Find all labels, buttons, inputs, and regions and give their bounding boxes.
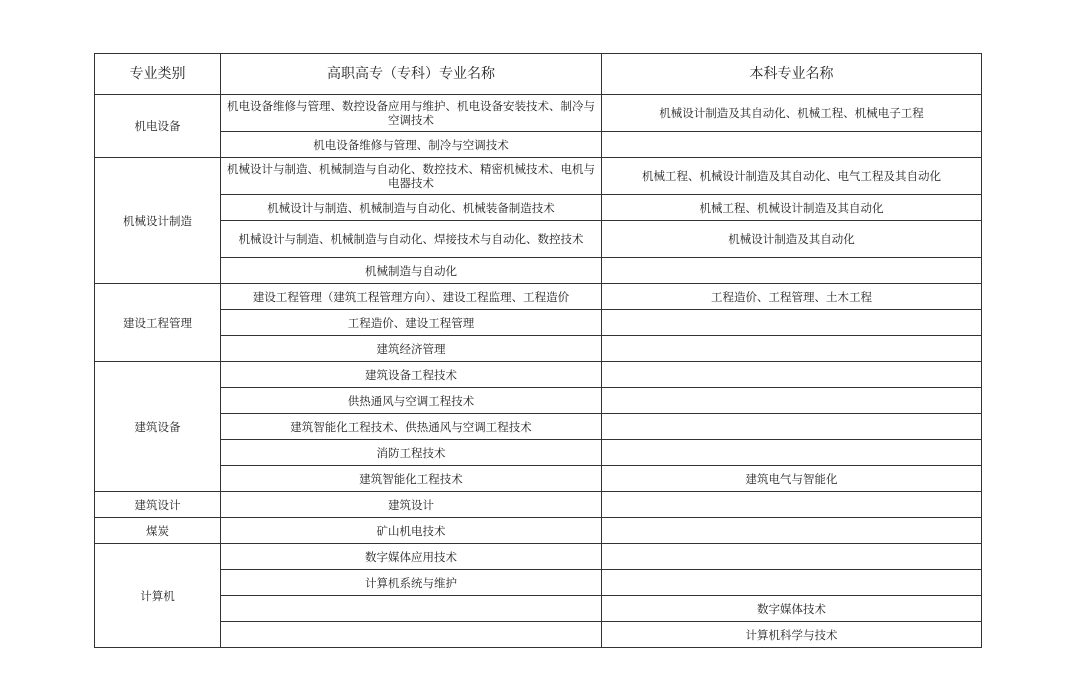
vocational-major-cell: 机械设计与制造、机械制造与自动化、数控技术、精密机械技术、电机与电器技术 — [221, 158, 602, 195]
table-row — [95, 336, 982, 362]
vocational-major-cell: 建筑设备工程技术 — [221, 362, 602, 388]
vocational-major-cell: 矿山机电技术 — [221, 518, 602, 544]
table-row — [95, 622, 982, 648]
undergrad-major-cell — [602, 518, 982, 544]
table-row — [95, 544, 982, 570]
vocational-major-cell: 供热通风与空调工程技术 — [221, 388, 602, 414]
vocational-major-cell: 工程造价、建设工程管理 — [221, 310, 602, 336]
table-row — [95, 570, 982, 596]
category-cell: 建筑设计 — [95, 492, 221, 518]
vocational-major-cell: 建设工程管理（建筑工程管理方向）、建设工程监理、工程造价 — [221, 284, 602, 310]
undergrad-major-cell: 机械设计制造及其自动化、机械工程、机械电子工程 — [602, 95, 982, 132]
vocational-major-cell: 机械设计与制造、机械制造与自动化、机械装备制造技术 — [221, 195, 602, 221]
undergrad-major-cell — [602, 544, 982, 570]
vocational-major-cell: 机械制造与自动化 — [221, 258, 602, 284]
undergrad-major-cell — [602, 414, 982, 440]
undergrad-major-cell: 机械工程、机械设计制造及其自动化、电气工程及其自动化 — [602, 158, 982, 195]
major-mapping-table — [94, 53, 982, 648]
category-cell: 建筑设备 — [95, 362, 221, 492]
category-cell: 机电设备 — [95, 95, 221, 158]
header-vocational: 高职高专（专科）专业名称 — [221, 54, 602, 95]
undergrad-major-cell: 机械工程、机械设计制造及其自动化 — [602, 195, 982, 221]
table-row — [95, 258, 982, 284]
vocational-major-cell: 机电设备维修与管理、制冷与空调技术 — [221, 132, 602, 158]
table-row — [95, 492, 982, 518]
vocational-major-cell: 建筑设计 — [221, 492, 602, 518]
table-row — [95, 221, 982, 258]
table-row — [95, 414, 982, 440]
undergrad-major-cell — [602, 336, 982, 362]
vocational-major-cell: 机电设备维修与管理、数控设备应用与维护、机电设备安装技术、制冷与空调技术 — [221, 95, 602, 132]
undergrad-major-cell: 建筑电气与智能化 — [602, 466, 982, 492]
table-row — [95, 158, 982, 195]
undergrad-major-cell — [602, 492, 982, 518]
vocational-major-cell — [221, 622, 602, 648]
category-cell: 机械设计制造 — [95, 158, 221, 284]
undergrad-major-cell — [602, 440, 982, 466]
header-undergrad: 本科专业名称 — [602, 54, 982, 95]
undergrad-major-cell: 数字媒体技术 — [602, 596, 982, 622]
category-cell: 建设工程管理 — [95, 284, 221, 362]
table-row — [95, 440, 982, 466]
undergrad-major-cell — [602, 310, 982, 336]
table-row — [95, 362, 982, 388]
vocational-major-cell: 建筑经济管理 — [221, 336, 602, 362]
table-row — [95, 95, 982, 132]
table-row — [95, 596, 982, 622]
vocational-major-cell: 数字媒体应用技术 — [221, 544, 602, 570]
table-body — [95, 95, 982, 648]
table-row — [95, 284, 982, 310]
table-header-row — [95, 54, 982, 95]
table-row — [95, 388, 982, 414]
header-category: 专业类别 — [95, 54, 221, 95]
undergrad-major-cell: 计算机科学与技术 — [602, 622, 982, 648]
vocational-major-cell — [221, 596, 602, 622]
table-row — [95, 466, 982, 492]
undergrad-major-cell — [602, 132, 982, 158]
category-cell: 计算机 — [95, 544, 221, 648]
undergrad-major-cell: 工程造价、工程管理、土木工程 — [602, 284, 982, 310]
table-row — [95, 518, 982, 544]
undergrad-major-cell — [602, 388, 982, 414]
category-cell: 煤炭 — [95, 518, 221, 544]
vocational-major-cell: 建筑智能化工程技术 — [221, 466, 602, 492]
undergrad-major-cell: 机械设计制造及其自动化 — [602, 221, 982, 258]
vocational-major-cell: 机械设计与制造、机械制造与自动化、焊接技术与自动化、数控技术 — [221, 221, 602, 258]
undergrad-major-cell — [602, 570, 982, 596]
vocational-major-cell: 建筑智能化工程技术、供热通风与空调工程技术 — [221, 414, 602, 440]
undergrad-major-cell — [602, 258, 982, 284]
undergrad-major-cell — [602, 362, 982, 388]
table-row — [95, 132, 982, 158]
vocational-major-cell: 计算机系统与维护 — [221, 570, 602, 596]
table-row — [95, 195, 982, 221]
vocational-major-cell: 消防工程技术 — [221, 440, 602, 466]
table-row — [95, 310, 982, 336]
